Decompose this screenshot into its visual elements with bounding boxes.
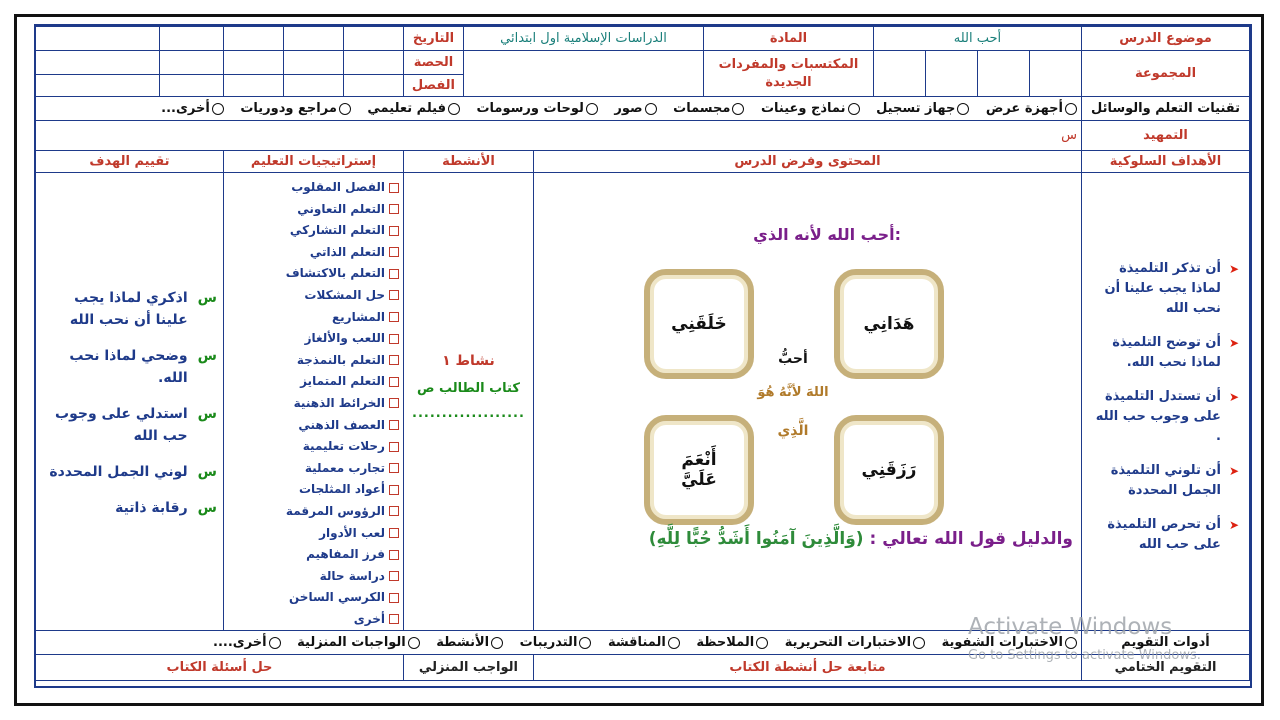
strategy-item[interactable] (224, 436, 399, 458)
evidence-label: والدليل قول الله تعالي : (869, 529, 1073, 549)
checkbox-icon (389, 247, 399, 257)
checkbox-icon (389, 312, 399, 322)
vocab-label-line1: المكتسبات والمفردات (718, 56, 859, 72)
assessment-options (35, 631, 1081, 655)
period-cell[interactable] (159, 51, 223, 75)
final-label: التقويم الختامي (1082, 655, 1250, 681)
checkbox-icon (389, 614, 399, 624)
assessment-option[interactable] (520, 635, 592, 650)
eval-marker: س (197, 348, 217, 364)
vocab-label (703, 51, 873, 97)
tool-option[interactable] (673, 101, 744, 116)
tool-option-label: أجهزة عرض (985, 101, 1063, 116)
frame-bottom-right (834, 415, 944, 525)
group-label: المجموعة (1082, 51, 1250, 97)
evaluation-header: تقييم الهدف (35, 151, 223, 173)
final-book-answers[interactable]: حل أسئلة الكتاب (35, 655, 403, 681)
group-cell[interactable] (926, 51, 978, 97)
checkbox-icon (389, 398, 399, 408)
strategy-item[interactable] (224, 307, 399, 329)
center-text-1: أحبُّ (778, 351, 808, 367)
strategy-item[interactable] (224, 393, 399, 415)
assessment-option[interactable] (213, 635, 281, 650)
strategy-label: الخرائط الذهنية (293, 395, 385, 410)
period-cell[interactable] (35, 51, 159, 75)
assessment-option-label: التدريبات (519, 635, 578, 651)
tools-label: تقنيات التعلم والوسائل (1082, 97, 1250, 121)
evidence-line (649, 529, 1073, 549)
radio-circle-icon (491, 637, 503, 649)
tool-option-label: صور (614, 101, 643, 116)
checkbox-icon (389, 226, 399, 236)
strategy-label: التعلم بالاكتشاف (285, 266, 385, 281)
strategy-item[interactable] (224, 458, 399, 480)
watermark-subtitle: Go to Settings to activate Windows. (968, 648, 1201, 663)
radio-circle-icon (408, 637, 420, 649)
strategy-item[interactable] (224, 285, 399, 307)
arrow-left-icon: ➤ (1228, 518, 1239, 532)
assessment-option-label: الواجبات المنزلية (297, 635, 406, 651)
assessment-option-label: الملاحظة (696, 635, 755, 651)
radio-circle-icon (848, 103, 860, 115)
frame-bottom-left (644, 415, 754, 525)
watermark-title: Activate Windows (968, 614, 1173, 640)
tool-option-label: مراجع ودوريات (240, 101, 337, 116)
strategies-header: إستراتيجيات التعليم (223, 151, 403, 173)
strategy-label: التعلم الذاتي (309, 244, 385, 259)
objective-item (1088, 387, 1239, 447)
tool-option[interactable] (476, 101, 597, 116)
radio-circle-icon (1065, 103, 1077, 115)
radio-circle-icon (645, 103, 657, 115)
frame-text: هَدَانِي (863, 314, 915, 334)
frame-text: رَزَقَنِي (861, 460, 917, 480)
checkbox-icon (389, 269, 399, 279)
activities-header: الأنشطة (403, 151, 533, 173)
objective-item (1088, 333, 1239, 373)
class-label: الفصل (403, 75, 463, 97)
evaluation-item (36, 497, 223, 519)
strategy-label: التعلم التعاوني (297, 201, 385, 216)
topic-value[interactable]: أحب الله (873, 27, 1081, 51)
strategy-label: الرؤوس المرقمة (285, 503, 385, 518)
frame-text: خَلَقَنِي (671, 314, 727, 334)
group-cell[interactable] (1030, 51, 1082, 97)
objective-item (1088, 259, 1239, 319)
date-cell[interactable] (283, 27, 343, 51)
checkbox-icon (389, 183, 399, 193)
tool-option-label: أخرى... (161, 101, 210, 116)
objective-text: أن تحرص التلميذة على حب الله (1107, 517, 1221, 552)
subject-value[interactable]: الدراسات الإسلامية اول ابتدائي (463, 27, 703, 51)
tool-option-label: جهاز تسجيل (876, 101, 956, 116)
eval-marker: س (197, 406, 217, 422)
strategy-item[interactable] (224, 263, 399, 285)
intro-value[interactable]: س (35, 121, 1081, 151)
radio-circle-icon (668, 637, 680, 649)
strategy-item[interactable] (224, 177, 399, 199)
radio-circle-icon (756, 637, 768, 649)
activities-cell (403, 173, 533, 631)
strategy-label: دراسة حالة (319, 568, 385, 583)
strategy-label: لعب الأدوار (319, 525, 385, 540)
strategy-item[interactable] (224, 479, 399, 501)
objective-text: أن تلوني التلميذة الجمل المحددة (1110, 463, 1221, 498)
strategies-cell (223, 173, 403, 631)
subject-label: المادة (703, 27, 873, 51)
lesson-plan-table (35, 26, 1250, 681)
strategy-label: حل المشكلات (304, 287, 385, 302)
date-cell[interactable] (159, 27, 223, 51)
arrow-left-icon: ➤ (1228, 262, 1239, 276)
radio-circle-icon (957, 103, 969, 115)
strategy-item[interactable] (224, 501, 399, 523)
checkbox-icon (389, 571, 399, 581)
objective-item (1088, 461, 1239, 501)
strategy-label: فرز المفاهيم (306, 547, 385, 562)
intro-label: التمهيد (1082, 121, 1250, 151)
checkbox-icon (389, 485, 399, 495)
objectives-header: الأهداف السلوكية (1082, 151, 1250, 173)
assessment-option-label: المناقشة (607, 635, 666, 651)
eval-text: لوني الجمل المحددة (49, 464, 188, 480)
strategy-label: التعلم التشاركي (289, 223, 385, 238)
radio-circle-icon (913, 637, 925, 649)
assessment-option-label: أخرى.... (213, 635, 267, 651)
eval-text: رقابة ذاتية (115, 500, 188, 516)
group-cell[interactable] (978, 51, 1030, 97)
assessment-option-label: الاختبارات التحريرية (784, 635, 912, 651)
checkbox-icon (389, 593, 399, 603)
checkbox-icon (389, 442, 399, 452)
final-homework[interactable]: الواجب المنزلي (403, 655, 533, 681)
strategy-item[interactable] (224, 415, 399, 437)
tool-option[interactable] (614, 101, 656, 116)
activity-dots: ................... (412, 406, 525, 421)
strategy-item[interactable] (224, 242, 399, 264)
period-cell[interactable] (283, 51, 343, 75)
period-label: الحصة (403, 51, 463, 75)
tool-option[interactable] (161, 101, 224, 116)
checkbox-icon (389, 506, 399, 516)
evaluation-cell (35, 173, 223, 631)
date-cell[interactable] (35, 27, 159, 51)
strategy-label: تجارب معملية (304, 460, 385, 475)
checkbox-icon (389, 290, 399, 300)
strategy-item[interactable] (224, 523, 399, 545)
evaluation-item (36, 461, 223, 483)
period-cell[interactable] (223, 51, 283, 75)
strategy-item[interactable] (224, 199, 399, 221)
radio-circle-icon (579, 637, 591, 649)
center-text-3: الَّذِي (777, 423, 809, 439)
checkbox-icon (389, 355, 399, 365)
tool-option-label: مجسمات (673, 101, 731, 116)
tool-option-label: فيلم تعليمي (367, 101, 446, 116)
arrow-left-icon: ➤ (1228, 390, 1239, 404)
final-book-follow[interactable]: متابعة حل أنشطة الكتاب (533, 655, 1081, 681)
eval-text: وضحي لماذا نحب الله. (69, 348, 188, 386)
strategy-item[interactable] (224, 609, 399, 631)
activity-book: كتاب الطالب ص (417, 381, 520, 396)
radio-circle-icon (212, 103, 224, 115)
strategy-label: اللعب والألغاز (304, 331, 385, 346)
tool-option-label: نماذج وعينات (760, 101, 846, 116)
date-cell[interactable] (223, 27, 283, 51)
radio-circle-icon (339, 103, 351, 115)
assessment-option[interactable] (608, 635, 680, 650)
eval-marker: س (197, 290, 217, 306)
lesson-plan-form (34, 24, 1252, 688)
tool-option[interactable] (761, 101, 860, 116)
assessment-option-label: الأنشطة (436, 635, 490, 651)
assessment-option[interactable] (696, 635, 768, 650)
strategy-label: أعواد المثلجات (299, 482, 385, 497)
frame-text: أَنْعَمَ (681, 450, 717, 470)
vocab-value[interactable] (463, 51, 703, 97)
strategy-label: الفصل المقلوب (291, 180, 385, 194)
strategy-label: التعلم بالنمذجة (296, 352, 385, 367)
radio-circle-icon (732, 103, 744, 115)
frame-text: عَلَيَّ (681, 470, 717, 490)
date-label: التاريخ (403, 27, 463, 51)
radio-circle-icon (448, 103, 460, 115)
content-header: المحتوى وفرض الدرس (533, 151, 1081, 173)
tool-option[interactable] (876, 101, 969, 116)
checkbox-icon (389, 528, 399, 538)
assessment-option[interactable] (785, 635, 925, 650)
checkbox-icon (389, 204, 399, 214)
vocab-label-line2: الجديدة (765, 74, 812, 90)
class-cell[interactable] (283, 75, 343, 97)
radio-circle-icon (269, 637, 281, 649)
assessment-option[interactable] (297, 635, 420, 650)
objectives-cell (1082, 173, 1250, 631)
strategy-label: أخرى (353, 611, 385, 626)
frame-top-left (644, 269, 754, 379)
objective-text: أن تذكر التلميذة لماذا يجب علينا أن نحب الله (1104, 261, 1221, 316)
strategy-label: العصف الذهني (298, 417, 385, 432)
class-cell[interactable] (159, 75, 223, 97)
strategy-label: التعلم المتمايز (300, 374, 385, 389)
checkbox-icon (389, 550, 399, 560)
eval-text: استدلي على وجوب حب الله (55, 406, 188, 444)
group-cell[interactable] (873, 51, 925, 97)
tool-option[interactable] (986, 101, 1077, 116)
strategy-item[interactable] (224, 587, 399, 609)
class-cell[interactable] (223, 75, 283, 97)
date-cell[interactable] (343, 27, 403, 51)
strategies-list (224, 173, 403, 630)
checkbox-icon (389, 334, 399, 344)
eval-text: اذكري لماذا يجب علينا أن نحب الله (69, 290, 188, 328)
evaluation-item (36, 287, 223, 331)
strategy-item[interactable] (224, 371, 399, 393)
objective-item (1088, 515, 1239, 555)
tool-option[interactable] (367, 101, 460, 116)
content-cell (533, 173, 1081, 631)
content-heading: أحب الله لأنه الذي: (753, 225, 901, 244)
topic-label: موضوع الدرس (1082, 27, 1250, 51)
arrow-left-icon: ➤ (1228, 336, 1239, 350)
frame-top-right (834, 269, 944, 379)
checkbox-icon (389, 377, 399, 387)
objective-text: أن توضح التلميذة لماذا نحب الله. (1112, 335, 1221, 370)
assessment-label: أدوات التقويم (1082, 631, 1250, 655)
strategy-label: الكرسي الساخن (289, 590, 385, 605)
checkbox-icon (389, 420, 399, 430)
period-cell[interactable] (343, 51, 403, 75)
strategy-item[interactable] (224, 566, 399, 588)
class-cell[interactable] (343, 75, 403, 97)
strategy-item[interactable] (224, 220, 399, 242)
tool-option[interactable] (240, 101, 351, 116)
assessment-option-label: الاختبارات الشفوية (941, 635, 1063, 651)
class-cell[interactable] (35, 75, 159, 97)
arrow-left-icon: ➤ (1228, 464, 1239, 478)
center-text-2: اللهَ لأنَّهُ هُوَ (757, 385, 829, 400)
strategy-label: المشاريع (331, 309, 385, 324)
strategy-item[interactable] (224, 328, 399, 350)
eval-marker: س (197, 464, 217, 480)
evaluation-item (36, 403, 223, 447)
strategy-item[interactable] (224, 544, 399, 566)
assessment-option[interactable] (436, 635, 503, 650)
strategy-item[interactable] (224, 350, 399, 372)
objective-text: أن تستدل التلميذة على وجوب حب الله . (1095, 389, 1221, 444)
strategy-label: رحلات تعليمية (302, 439, 385, 454)
checkbox-icon (389, 463, 399, 473)
radio-circle-icon (586, 103, 598, 115)
eval-marker: س (197, 500, 217, 516)
evidence-quote: (وَالَّذِينَ آمَنُوا أَشَدُّ حُبًّا لِلَّهِ) (648, 529, 864, 549)
evaluation-item (36, 345, 223, 389)
tools-options (35, 97, 1081, 121)
activity-title: نشاط ١ (442, 353, 495, 369)
tool-option-label: لوحات ورسومات (476, 101, 584, 116)
